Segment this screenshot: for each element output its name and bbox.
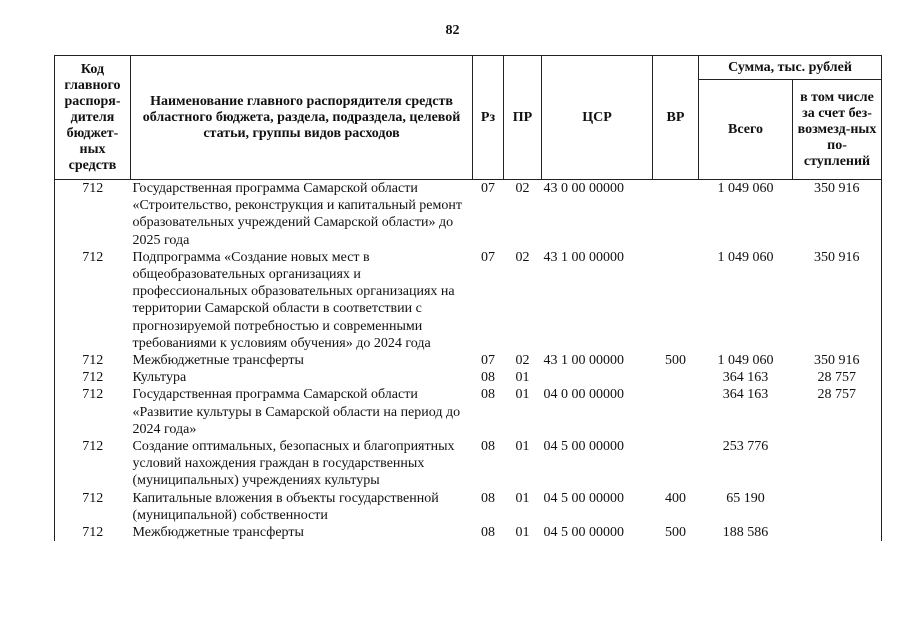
row-code: 712 — [55, 490, 131, 524]
table-row — [55, 524, 882, 541]
row-pr: 01 — [515, 387, 530, 403]
row-vr: 500 — [665, 525, 686, 541]
header-code: Код главного распоря-дителя бюджет-ных средств — [55, 56, 131, 180]
header-extra: в том числе за счет без-возмезд-ных по-ступлений — [793, 80, 882, 180]
budget-table — [54, 55, 882, 541]
row-csr: 43 0 00 00000 — [543, 181, 624, 196]
row-name: Создание оптимальных, безопасных и благоприятных условий нахождения граждан в государственных (муниципальных) учреждениях культуры — [132, 439, 455, 489]
row-code: 712 — [55, 369, 131, 386]
row-csr: 04 0 00 00000 — [543, 387, 624, 403]
table-row — [55, 352, 882, 369]
row-rz: 07 — [481, 353, 495, 369]
row-extra — [793, 438, 882, 490]
row-total: 364 163 — [722, 370, 769, 386]
row-total: 65 190 — [726, 490, 765, 506]
budget-rows — [55, 180, 882, 542]
row-rz: 07 — [481, 181, 495, 196]
row-csr: 04 5 00 00000 — [543, 525, 624, 541]
row-name: Подпрограмма «Создание новых мест в общеобразовательных организациях и профессиональных образовательных организациях на территории Самарской области в соответствии с прогнозируемой потребностью и современными требованиями к условиям обучения» до 2024 года — [132, 249, 455, 351]
table-row — [55, 438, 882, 490]
table-row — [55, 369, 882, 386]
row-pr: 01 — [515, 490, 530, 506]
header-vr: ВР — [653, 56, 699, 180]
row-code: 712 — [55, 249, 131, 352]
row-pr: 01 — [515, 370, 530, 386]
page-number: 82 — [445, 23, 460, 38]
row-extra: 28 757 — [793, 369, 882, 386]
row-name: Культура — [132, 370, 187, 386]
table-row — [55, 249, 882, 352]
table-row — [55, 386, 882, 438]
row-code: 712 — [55, 352, 131, 369]
row-extra: 350 916 — [793, 180, 882, 249]
row-code: 712 — [55, 386, 131, 438]
header-csr: ЦСР — [542, 56, 653, 180]
row-name: Государственная программа Самарской области «Строительство, реконструкция и капитальный ремонт образовательных учреждений Самарской области» до 2025 года — [132, 181, 462, 248]
header-sum-group: Сумма, тыс. рублей — [699, 56, 882, 80]
row-extra: 350 916 — [793, 352, 882, 369]
row-extra — [793, 524, 882, 541]
header-rz: Рз — [473, 56, 504, 180]
row-extra — [793, 490, 882, 524]
row-rz: 08 — [481, 525, 495, 541]
row-csr: 04 5 00 00000 — [543, 439, 624, 455]
row-total: 1 049 060 — [717, 249, 774, 265]
row-vr — [653, 438, 699, 490]
row-rz: 08 — [481, 439, 495, 455]
row-rz: 07 — [481, 249, 495, 265]
row-name: Межбюджетные трансферты — [132, 525, 304, 541]
row-vr — [653, 249, 699, 352]
header-name: Наименование главного распорядителя средств областного бюджета, раздела, подраздела, целевой статьи, группы видов расходов — [131, 56, 473, 180]
row-vr — [653, 386, 699, 438]
row-vr: 500 — [665, 353, 686, 369]
row-total: 253 776 — [722, 439, 769, 455]
row-code: 712 — [55, 180, 131, 249]
row-pr: 01 — [515, 525, 530, 541]
row-pr: 02 — [515, 353, 530, 369]
row-code: 712 — [55, 438, 131, 490]
row-extra: 350 916 — [793, 249, 882, 352]
row-vr — [653, 180, 699, 249]
row-pr: 01 — [515, 439, 530, 455]
row-extra: 28 757 — [793, 386, 882, 438]
row-vr: 400 — [665, 490, 686, 506]
row-pr: 02 — [515, 181, 530, 196]
table-row — [55, 490, 882, 524]
row-rz: 08 — [481, 370, 495, 386]
header-pr: ПР — [504, 56, 542, 180]
row-total: 188 586 — [722, 525, 769, 541]
row-name: Государственная программа Самарской области «Развитие культуры в Самарской области на период до 2024 года» — [132, 387, 461, 437]
row-total: 1 049 060 — [717, 181, 774, 196]
row-total: 1 049 060 — [717, 353, 774, 369]
row-csr: 04 5 00 00000 — [543, 490, 624, 506]
header-total: Всего — [699, 80, 793, 180]
table-row — [55, 180, 882, 249]
row-rz: 08 — [481, 387, 495, 403]
row-total: 364 163 — [722, 387, 769, 403]
row-name: Капитальные вложения в объекты государственной (муниципальной) собственности — [132, 490, 439, 523]
row-csr — [542, 369, 653, 386]
row-name: Межбюджетные трансферты — [132, 353, 304, 369]
row-pr: 02 — [515, 249, 530, 265]
row-vr — [653, 369, 699, 386]
row-csr: 43 1 00 00000 — [543, 249, 624, 265]
row-code: 712 — [55, 524, 131, 541]
row-rz: 08 — [481, 490, 495, 506]
row-csr: 43 1 00 00000 — [543, 353, 624, 369]
